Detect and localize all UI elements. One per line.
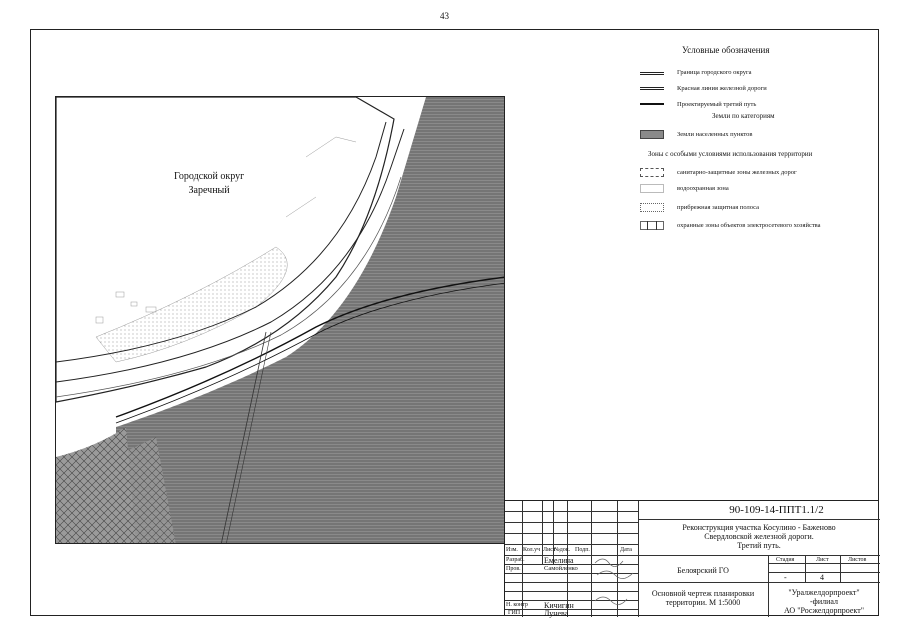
stage-value: - [784,573,787,582]
red-line-symbol-icon [640,87,664,90]
project-title: Реконструкция участка Косулино - Баженово Свердловской железной дороги. Третий путь. [682,523,836,550]
organization-name: "Уралжелдорпроект" -филиал АО "Росжелдорпроект" [784,588,864,615]
map-drawing [56,97,505,544]
sheets-label: Листов [848,557,867,563]
district-label: Городской округ Заречный [174,171,245,196]
role-checker: Пров. [506,566,521,572]
legend-zones-title: Зоны с особыми условиями использования территории [648,150,813,158]
legend-item: Красная линия железной дороги [640,82,767,94]
signature-icon [593,591,637,609]
header-signature: Подп. [575,547,590,553]
document-code: 90-109-14-ППТ1.1/2 [729,504,824,516]
settlement-land-symbol-icon [640,130,664,139]
legend-item: санитарно-защитные зоны железных дорог [640,166,797,178]
name-checker: Самойленко [544,565,578,572]
signature-icon [593,555,637,585]
header-count: Кол.уч [523,547,541,553]
name-developer: Емелина [544,556,574,565]
name-norm-control: Кичигин [544,601,574,610]
sheet-value: 4 [820,573,824,582]
sanitary-zone-symbol-icon [640,168,664,177]
map-area [55,96,505,544]
title-block [504,500,879,616]
page-number: 43 [440,11,449,21]
legend-item: Проектируемый третий путь [640,98,756,110]
legend-item: Граница городского округа [640,66,752,78]
legend-item: Земли населенных пунктов [640,128,753,140]
header-sheet: Лист [543,547,556,553]
role-developer: Разраб. [506,557,525,563]
coastal-strip-symbol-icon [640,203,664,212]
legend-item: водоохранная зона [640,182,729,194]
role-norm-control: Н. контр [506,602,528,608]
header-date: Дата [620,547,632,553]
legend-item: прибрежная защитная полоса [640,201,759,213]
legend-title: Условные обозначения [682,45,770,55]
legend-item: охранные зоны объектов электросетевого хозяйства [640,219,821,231]
stage-label: Стадия [776,557,795,563]
sheet-name: Основной чертеж планировки территории. М 1:5000 [651,589,755,607]
header-doc: №док. [554,547,571,553]
municipality-name: Белоярский ГО [677,566,729,575]
name-chief-engineer: Лунева [544,609,569,618]
boundary-symbol-icon [640,72,664,75]
legend [640,44,870,244]
header-change: Изм. [506,547,518,553]
water-zone-symbol-icon [640,184,664,193]
power-zone-symbol-icon [640,221,664,230]
role-chief-engineer: ГИП [508,610,521,616]
legend-categories-title: Земли по категориям [712,112,775,120]
sheet-label: Лист [816,557,829,563]
third-track-symbol-icon [640,103,664,105]
